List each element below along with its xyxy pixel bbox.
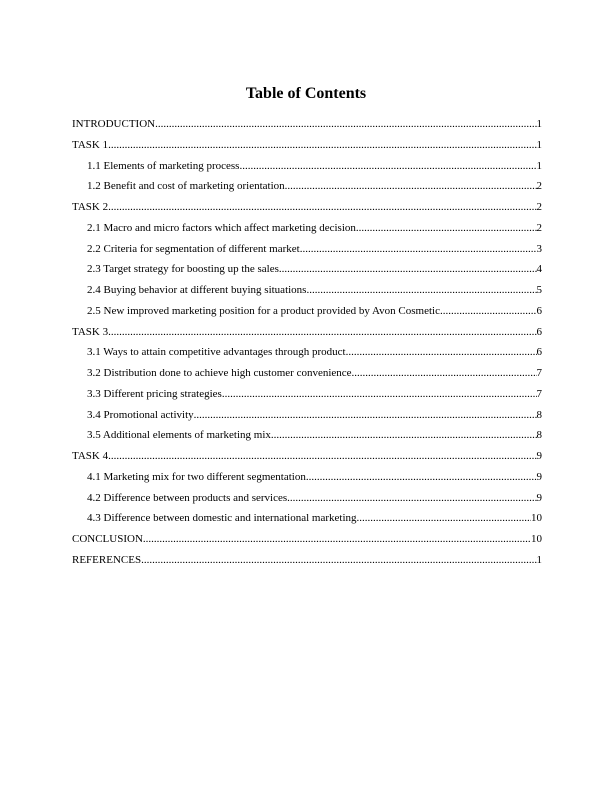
toc-dot-leader bbox=[155, 117, 536, 131]
toc-entry-text: TASK 2 bbox=[72, 201, 109, 213]
toc-dot-leader bbox=[239, 159, 536, 173]
toc-entry-text: 3.2 Distribution done to achieve high customer convenience bbox=[87, 367, 352, 379]
toc-entry-text: 4.3 Difference between domestic and international marketing bbox=[87, 512, 357, 525]
toc-dot-leader bbox=[194, 408, 537, 422]
toc-dot-leader bbox=[279, 262, 537, 276]
toc-entry[interactable] bbox=[72, 262, 542, 283]
toc-entry-text: 2.3 Target strategy for boosting up the sales bbox=[87, 263, 279, 276]
toc-page-number: 3 bbox=[536, 242, 542, 255]
toc-page-number: 6 bbox=[536, 325, 542, 338]
toc-dot-leader bbox=[271, 428, 537, 442]
toc-dot-leader bbox=[108, 200, 536, 214]
toc-entry[interactable] bbox=[72, 138, 542, 159]
toc-entry-text: 3.3 Different pricing strategies bbox=[87, 387, 222, 400]
toc-page-number: 8 bbox=[536, 408, 542, 421]
toc-entry-text: 4.1 Marketing mix for two different segmentation bbox=[87, 470, 306, 483]
toc-page-number: 2 bbox=[536, 221, 542, 234]
toc-page-number: 7 bbox=[536, 367, 542, 379]
toc-entry-text: 1.2 Benefit and cost of marketing orientation bbox=[87, 180, 285, 193]
toc-entry[interactable] bbox=[72, 200, 542, 221]
toc-dot-leader bbox=[306, 470, 537, 484]
toc-dot-leader bbox=[108, 138, 536, 152]
toc-page-number: 1 bbox=[536, 159, 542, 172]
toc-list bbox=[72, 117, 542, 574]
toc-entry[interactable] bbox=[72, 470, 542, 491]
toc-dot-leader bbox=[108, 449, 536, 463]
toc-page-number: 7 bbox=[536, 387, 542, 400]
toc-dot-leader bbox=[440, 304, 537, 318]
toc-entry[interactable] bbox=[72, 325, 542, 346]
toc-entry-text: 2.5 New improved marketing position for a product provided by Avon Cosmetic bbox=[87, 304, 440, 317]
toc-page-number: 1 bbox=[536, 553, 542, 566]
toc-entry[interactable] bbox=[72, 366, 542, 387]
toc-entry[interactable] bbox=[72, 449, 542, 470]
toc-dot-leader bbox=[346, 345, 537, 359]
toc-page-number: 8 bbox=[536, 429, 542, 442]
toc-dot-leader bbox=[300, 242, 537, 256]
toc-entry-text: INTRODUCTION bbox=[72, 118, 156, 130]
toc-page-number: 4 bbox=[536, 263, 542, 276]
toc-dot-leader bbox=[285, 179, 537, 193]
toc-dot-leader bbox=[141, 553, 536, 567]
toc-page-number: 10 bbox=[531, 533, 542, 545]
toc-entry-text: TASK 1 bbox=[72, 138, 109, 151]
toc-entry[interactable] bbox=[72, 159, 542, 180]
toc-entry[interactable] bbox=[72, 179, 542, 200]
toc-entry[interactable] bbox=[72, 553, 542, 574]
toc-entry-text: TASK 3 bbox=[72, 325, 109, 338]
toc-entry[interactable] bbox=[72, 304, 542, 325]
toc-dot-leader bbox=[306, 283, 536, 297]
toc-entry-text: CONCLUSION bbox=[72, 533, 143, 545]
toc-entry-text: 2.4 Buying behavior at different buying situations bbox=[87, 284, 307, 296]
toc-dot-leader bbox=[287, 491, 536, 505]
toc-page-number: 9 bbox=[536, 450, 542, 462]
toc-dot-leader bbox=[357, 511, 532, 525]
toc-entry-text: 3.1 Ways to attain competitive advantages through product bbox=[87, 346, 346, 359]
toc-dot-leader bbox=[108, 325, 536, 339]
toc-entry[interactable] bbox=[72, 408, 542, 429]
toc-page-number: 1 bbox=[536, 118, 542, 130]
toc-entry[interactable] bbox=[72, 283, 542, 304]
toc-page-number: 1 bbox=[536, 138, 542, 151]
toc-title: Table of Contents bbox=[245, 85, 367, 102]
toc-dot-leader bbox=[222, 387, 537, 401]
toc-dot-leader bbox=[143, 532, 531, 546]
toc-page-number: 6 bbox=[536, 346, 542, 359]
toc-entry[interactable] bbox=[72, 491, 542, 512]
toc-page-number: 9 bbox=[536, 491, 542, 504]
toc-entry[interactable] bbox=[72, 221, 542, 242]
toc-page-number: 5 bbox=[536, 284, 542, 296]
toc-entry-text: 2.1 Macro and micro factors which affect marketing decision bbox=[87, 221, 356, 234]
toc-entry-text: REFERENCES bbox=[72, 553, 142, 566]
toc-entry-text: 3.4 Promotional activity bbox=[87, 408, 194, 421]
toc-entry-text: TASK 4 bbox=[72, 450, 109, 462]
toc-entry[interactable] bbox=[72, 428, 542, 449]
toc-page-number: 2 bbox=[536, 201, 542, 213]
toc-entry-text: 3.5 Additional elements of marketing mix bbox=[87, 429, 271, 442]
toc-page-number: 6 bbox=[536, 304, 542, 317]
toc-dot-leader bbox=[356, 221, 537, 235]
toc-page-number: 10 bbox=[531, 512, 542, 525]
toc-page-number: 9 bbox=[536, 470, 542, 483]
toc-dot-leader bbox=[352, 366, 537, 380]
toc-entry[interactable] bbox=[72, 345, 542, 366]
toc-entry[interactable] bbox=[72, 242, 542, 263]
toc-entry[interactable] bbox=[72, 532, 542, 553]
toc-entry[interactable] bbox=[72, 117, 542, 138]
toc-entry-text: 2.2 Criteria for segmentation of different market bbox=[87, 242, 300, 255]
toc-entry[interactable] bbox=[72, 387, 542, 408]
toc-entry[interactable] bbox=[72, 511, 542, 532]
toc-entry-text: 1.1 Elements of marketing process bbox=[87, 159, 240, 172]
toc-page-number: 2 bbox=[536, 180, 542, 193]
toc-entry-text: 4.2 Difference between products and services bbox=[87, 491, 288, 504]
